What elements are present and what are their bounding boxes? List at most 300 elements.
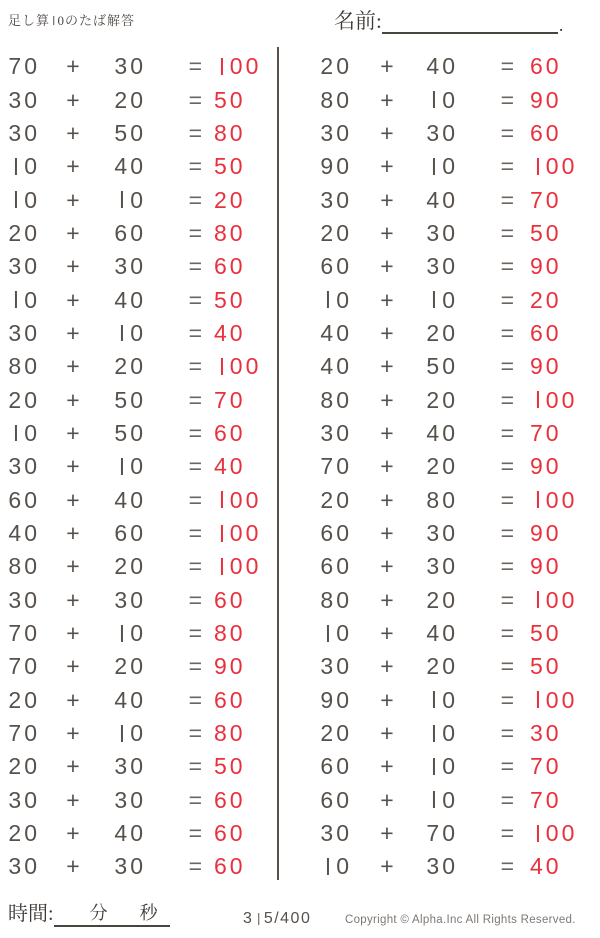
problem-row — [286, 50, 598, 83]
plus-sign: + — [380, 219, 394, 246]
problem-row — [286, 684, 598, 717]
operand-b: 40 — [426, 620, 458, 647]
operand-a: 30 — [8, 319, 40, 346]
answer: 40 — [214, 453, 246, 480]
plus-sign: + — [380, 786, 394, 813]
problem-row — [286, 784, 598, 817]
equals-sign: = — [188, 753, 202, 780]
page-number: 3 5/400 — [243, 910, 312, 927]
operand-a: 30 — [8, 786, 40, 813]
answer: 20 — [530, 286, 562, 313]
operand-b: 0 — [106, 320, 146, 347]
operand-a: 60 — [320, 553, 352, 580]
operand-a: 20 — [8, 820, 40, 847]
answer: 60 — [530, 53, 562, 80]
answer: 00 — [206, 353, 272, 380]
column-divider — [277, 47, 279, 880]
problem-row — [0, 784, 272, 817]
answer: 60 — [214, 586, 246, 613]
equals-sign: = — [500, 119, 514, 146]
operand-a: 0 — [0, 420, 40, 447]
equals-sign: = — [500, 586, 514, 613]
operand-a: 0 — [286, 853, 352, 880]
answer: 90 — [530, 253, 562, 280]
copyright: Copyright © Alpha.Inc All Rights Reserved. — [345, 914, 576, 926]
operand-a: 80 — [320, 386, 352, 413]
plus-sign: + — [66, 286, 80, 313]
plus-sign: + — [380, 86, 394, 113]
equals-sign: = — [188, 319, 202, 346]
plus-sign: + — [66, 419, 80, 446]
time-underline — [54, 902, 170, 927]
answer: 50 — [530, 219, 562, 246]
operand-a: 20 — [320, 720, 352, 747]
answer: 60 — [530, 119, 562, 146]
answer: 80 — [214, 119, 246, 146]
time-label: 時間: — [8, 903, 54, 925]
operand-b: 20 — [426, 386, 458, 413]
equals-sign: = — [188, 553, 202, 580]
problem-row — [286, 717, 598, 750]
equals-sign: = — [188, 153, 202, 180]
equals-sign: = — [188, 386, 202, 413]
equals-sign: = — [500, 519, 514, 546]
problem-row — [286, 650, 598, 683]
answer: 60 — [214, 253, 246, 280]
answer: 20 — [214, 186, 246, 213]
answer: 50 — [214, 153, 246, 180]
operand-b: 0 — [422, 787, 458, 814]
operand-a: 80 — [320, 586, 352, 613]
problem-row — [0, 317, 272, 350]
operand-a: 40 — [8, 519, 40, 546]
plus-sign: + — [380, 753, 394, 780]
operand-b: 40 — [114, 153, 146, 180]
answer: 90 — [530, 353, 562, 380]
operand-b: 30 — [426, 119, 458, 146]
plus-sign: + — [66, 620, 80, 647]
problem-row — [286, 417, 598, 450]
equals-sign: = — [188, 519, 202, 546]
operand-b: 30 — [114, 853, 146, 880]
answer: 60 — [214, 419, 246, 446]
operand-a: 20 — [320, 486, 352, 513]
answer: 80 — [214, 720, 246, 747]
operand-a: 30 — [320, 119, 352, 146]
equals-sign: = — [500, 686, 514, 713]
plus-sign: + — [66, 720, 80, 747]
equals-sign: = — [500, 820, 514, 847]
answer: 50 — [530, 620, 562, 647]
equals-sign: = — [500, 753, 514, 780]
answer: 50 — [214, 86, 246, 113]
operand-a: 40 — [320, 353, 352, 380]
problem-row — [0, 117, 272, 150]
name-underline — [382, 8, 558, 34]
operand-b: 40 — [426, 419, 458, 446]
plus-sign: + — [380, 686, 394, 713]
plus-sign: + — [66, 253, 80, 280]
problem-row — [286, 517, 598, 550]
plus-sign: + — [380, 253, 394, 280]
operand-a: 70 — [8, 653, 40, 680]
problem-row — [0, 850, 272, 883]
plus-sign: + — [66, 386, 80, 413]
problem-row — [286, 350, 598, 383]
equals-sign: = — [188, 620, 202, 647]
operand-a: 0 — [0, 153, 40, 180]
operand-a: 20 — [8, 386, 40, 413]
answer: 00 — [518, 587, 598, 614]
answer: 70 — [530, 753, 562, 780]
equals-sign: = — [500, 153, 514, 180]
equals-sign: = — [500, 386, 514, 413]
plus-sign: + — [66, 353, 80, 380]
operand-a: 80 — [320, 86, 352, 113]
plus-sign: + — [66, 453, 80, 480]
plus-sign: + — [380, 386, 394, 413]
operand-b: 30 — [426, 853, 458, 880]
operand-b: 60 — [114, 219, 146, 246]
operand-b: 30 — [114, 253, 146, 280]
plus-sign: + — [66, 53, 80, 80]
operand-b: 0 — [106, 720, 146, 747]
problem-row — [286, 617, 598, 650]
operand-b: 0 — [106, 187, 146, 214]
plus-sign: + — [66, 119, 80, 146]
problem-row — [286, 183, 598, 216]
operand-b: 50 — [114, 386, 146, 413]
operand-a: 0 — [286, 620, 352, 647]
operand-b: 50 — [426, 353, 458, 380]
operand-b: 40 — [114, 286, 146, 313]
equals-sign: = — [500, 720, 514, 747]
problem-row — [286, 817, 598, 850]
operand-b: 20 — [426, 319, 458, 346]
operand-a: 80 — [8, 353, 40, 380]
equals-sign: = — [500, 253, 514, 280]
problem-row — [0, 217, 272, 250]
problem-row — [0, 183, 272, 216]
plus-sign: + — [66, 653, 80, 680]
operand-b: 40 — [426, 53, 458, 80]
problem-row — [286, 150, 598, 183]
operand-b: 80 — [426, 486, 458, 513]
operand-b: 20 — [114, 353, 146, 380]
equals-sign: = — [188, 219, 202, 246]
operand-a: 80 — [8, 553, 40, 580]
plus-sign: + — [380, 119, 394, 146]
problem-row — [286, 83, 598, 116]
name-field — [334, 8, 563, 34]
answer: 90 — [214, 653, 246, 680]
answer: 00 — [206, 520, 272, 547]
equals-sign: = — [188, 186, 202, 213]
operand-a: 30 — [320, 820, 352, 847]
operand-b: 30 — [426, 253, 458, 280]
operand-a: 60 — [320, 786, 352, 813]
plus-sign: + — [380, 820, 394, 847]
operand-b: 50 — [114, 419, 146, 446]
equals-sign: = — [500, 853, 514, 880]
operand-b: 30 — [114, 786, 146, 813]
problem-row — [0, 584, 272, 617]
minutes-label: 分 — [89, 903, 108, 923]
problem-row — [286, 217, 598, 250]
answer: 00 — [518, 153, 598, 180]
operand-a: 20 — [8, 686, 40, 713]
problem-row — [286, 584, 598, 617]
plus-sign: + — [66, 586, 80, 613]
plus-sign: + — [380, 486, 394, 513]
time-field — [8, 901, 170, 927]
operand-b: 70 — [426, 820, 458, 847]
answer: 90 — [530, 453, 562, 480]
problem-row — [286, 117, 598, 150]
operand-b: 20 — [426, 453, 458, 480]
plus-sign: + — [380, 853, 394, 880]
answer: 60 — [214, 820, 246, 847]
plus-sign: + — [66, 86, 80, 113]
operand-b: 30 — [426, 219, 458, 246]
operand-a: 20 — [8, 753, 40, 780]
equals-sign: = — [500, 453, 514, 480]
name-period: . — [558, 15, 564, 35]
problem-row — [286, 750, 598, 783]
equals-sign: = — [188, 786, 202, 813]
problem-row — [0, 650, 272, 683]
operand-b: 0 — [106, 453, 146, 480]
operand-b: 60 — [114, 519, 146, 546]
answer: 30 — [530, 720, 562, 747]
plus-sign: + — [66, 753, 80, 780]
plus-sign: + — [380, 453, 394, 480]
answer: 60 — [214, 853, 246, 880]
answer: 90 — [530, 519, 562, 546]
plus-sign: + — [66, 219, 80, 246]
equals-sign: = — [188, 419, 202, 446]
problem-row — [0, 283, 272, 316]
operand-b: 30 — [114, 753, 146, 780]
plus-sign: + — [380, 553, 394, 580]
plus-sign: + — [380, 53, 394, 80]
answer: 00 — [206, 53, 272, 80]
plus-sign: + — [380, 153, 394, 180]
operand-b: 0 — [422, 687, 458, 714]
operand-b: 20 — [114, 653, 146, 680]
equals-sign: = — [188, 53, 202, 80]
operand-b: 40 — [114, 686, 146, 713]
problem-row — [0, 383, 272, 416]
equals-sign: = — [188, 686, 202, 713]
operand-b: 30 — [426, 553, 458, 580]
plus-sign: + — [66, 853, 80, 880]
operand-a: 0 — [0, 287, 40, 314]
operand-b: 40 — [426, 186, 458, 213]
answer: 60 — [214, 786, 246, 813]
operand-b: 30 — [114, 53, 146, 80]
operand-b: 0 — [422, 753, 458, 780]
operand-b: 20 — [426, 653, 458, 680]
equals-sign: = — [500, 486, 514, 513]
answer: 00 — [518, 387, 598, 414]
operand-b: 0 — [106, 620, 146, 647]
answer: 90 — [530, 86, 562, 113]
plus-sign: + — [66, 153, 80, 180]
problem-row — [286, 283, 598, 316]
problem-row — [0, 250, 272, 283]
plus-sign: + — [66, 686, 80, 713]
equals-sign: = — [500, 53, 514, 80]
operand-b: 20 — [114, 86, 146, 113]
problems-column-right — [286, 50, 598, 884]
problem-row — [286, 850, 598, 883]
operand-a: 90 — [320, 153, 352, 180]
equals-sign: = — [188, 820, 202, 847]
problem-row — [286, 317, 598, 350]
problem-row — [0, 483, 272, 516]
plus-sign: + — [66, 786, 80, 813]
plus-sign: + — [380, 319, 394, 346]
operand-a: 90 — [320, 686, 352, 713]
operand-b: 40 — [114, 486, 146, 513]
name-label: 名前: — [334, 8, 382, 33]
operand-b: 30 — [114, 586, 146, 613]
operand-b: 20 — [114, 553, 146, 580]
operand-a: 70 — [8, 620, 40, 647]
problem-row — [0, 684, 272, 717]
answer: 00 — [206, 487, 272, 514]
equals-sign: = — [188, 119, 202, 146]
problem-row — [0, 817, 272, 850]
operand-a: 70 — [320, 453, 352, 480]
plus-sign: + — [380, 586, 394, 613]
problem-row — [0, 617, 272, 650]
equals-sign: = — [188, 853, 202, 880]
plus-sign: + — [66, 486, 80, 513]
plus-sign: + — [66, 186, 80, 213]
operand-a: 20 — [8, 219, 40, 246]
plus-sign: + — [380, 620, 394, 647]
operand-a: 20 — [320, 53, 352, 80]
problem-row — [0, 550, 272, 583]
problem-row — [286, 483, 598, 516]
equals-sign: = — [500, 620, 514, 647]
plus-sign: + — [380, 353, 394, 380]
problem-row — [286, 383, 598, 416]
operand-a: 0 — [286, 287, 352, 314]
answer: 70 — [530, 786, 562, 813]
operand-a: 60 — [320, 753, 352, 780]
problem-row — [0, 717, 272, 750]
problem-row — [0, 50, 272, 83]
problem-row — [0, 417, 272, 450]
plus-sign: + — [66, 319, 80, 346]
operand-b: 0 — [422, 153, 458, 180]
operand-a: 30 — [320, 419, 352, 446]
problem-row — [0, 350, 272, 383]
answer: 50 — [530, 653, 562, 680]
equals-sign: = — [188, 286, 202, 313]
operand-a: 70 — [8, 720, 40, 747]
answer: 50 — [214, 286, 246, 313]
plus-sign: + — [380, 186, 394, 213]
plus-sign: + — [380, 519, 394, 546]
worksheet-title: 足し算 0のたば解答 — [8, 13, 136, 28]
problem-row — [286, 450, 598, 483]
answer: 40 — [530, 853, 562, 880]
plus-sign: + — [66, 519, 80, 546]
answer: 70 — [214, 386, 246, 413]
plus-sign: + — [380, 720, 394, 747]
problem-row — [0, 750, 272, 783]
equals-sign: = — [188, 453, 202, 480]
problem-row — [286, 550, 598, 583]
operand-a: 60 — [320, 253, 352, 280]
operand-a: 20 — [320, 219, 352, 246]
operand-a: 60 — [320, 519, 352, 546]
equals-sign: = — [500, 419, 514, 446]
operand-b: 20 — [426, 586, 458, 613]
operand-a: 60 — [8, 486, 40, 513]
equals-sign: = — [188, 653, 202, 680]
operand-a: 30 — [320, 653, 352, 680]
problems-column-left — [0, 50, 272, 884]
answer: 00 — [206, 553, 272, 580]
answer: 40 — [214, 319, 246, 346]
operand-a: 40 — [320, 319, 352, 346]
equals-sign: = — [500, 319, 514, 346]
operand-a: 30 — [8, 86, 40, 113]
plus-sign: + — [380, 653, 394, 680]
equals-sign: = — [500, 186, 514, 213]
operand-b: 0 — [422, 87, 458, 114]
answer: 00 — [518, 687, 598, 714]
equals-sign: = — [188, 486, 202, 513]
equals-sign: = — [500, 219, 514, 246]
answer: 80 — [214, 620, 246, 647]
plus-sign: + — [66, 553, 80, 580]
operand-a: 30 — [8, 453, 40, 480]
answer: 80 — [214, 219, 246, 246]
answer: 50 — [214, 753, 246, 780]
equals-sign: = — [500, 353, 514, 380]
plus-sign: + — [66, 820, 80, 847]
operand-a: 30 — [8, 586, 40, 613]
operand-a: 0 — [0, 187, 40, 214]
operand-b: 30 — [426, 519, 458, 546]
answer: 00 — [518, 487, 598, 514]
equals-sign: = — [500, 286, 514, 313]
operand-b: 40 — [114, 820, 146, 847]
equals-sign: = — [500, 653, 514, 680]
operand-a: 30 — [8, 253, 40, 280]
equals-sign: = — [500, 786, 514, 813]
equals-sign: = — [188, 86, 202, 113]
problem-row — [0, 150, 272, 183]
operand-b: 50 — [114, 119, 146, 146]
problem-row — [286, 250, 598, 283]
answer: 70 — [530, 419, 562, 446]
operand-b: 0 — [422, 720, 458, 747]
plus-sign: + — [380, 419, 394, 446]
answer: 00 — [518, 820, 598, 847]
answer: 90 — [530, 553, 562, 580]
problem-row — [0, 83, 272, 116]
equals-sign: = — [188, 353, 202, 380]
answer: 60 — [214, 686, 246, 713]
answer: 60 — [530, 319, 562, 346]
